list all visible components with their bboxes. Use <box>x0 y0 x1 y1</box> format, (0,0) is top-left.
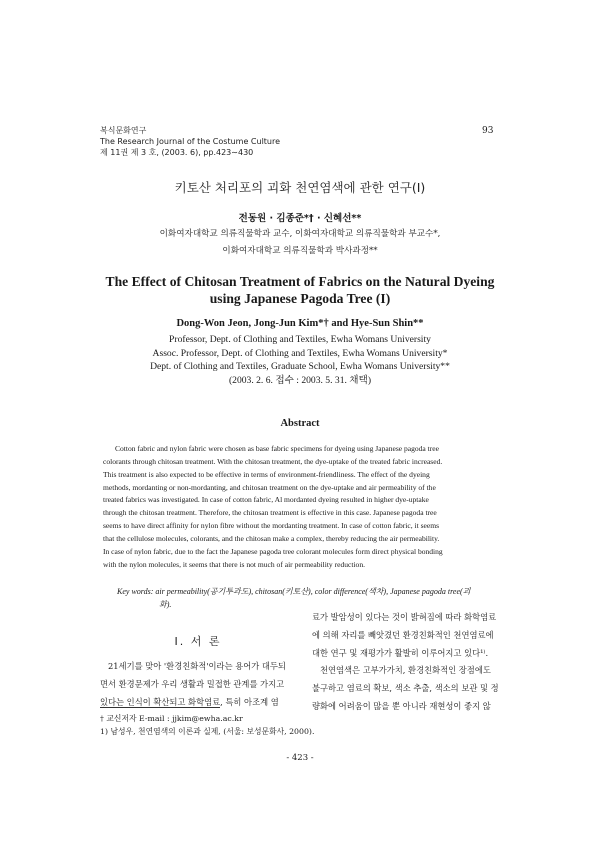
abstract-body <box>103 443 499 571</box>
abstract-line: Cotton fabric and nylon fabric were chosen as base fabric specimens for dyeing using Japanese pagoda tree <box>115 444 439 453</box>
journal-info <box>100 125 280 158</box>
journal-name-korean: 복식문화연구 <box>100 126 147 135</box>
page-number-bottom: - 423 - <box>286 753 314 763</box>
body-line: 에 의해 자리를 빼앗겼던 환경친화적인 천연염료에 <box>312 629 494 640</box>
journal-name-english: The Research Journal of the Costume Culture <box>100 137 281 146</box>
affiliation-english-line: Dept. of Clothing and Textiles, Graduate School, Ewha Womans University** <box>150 361 450 373</box>
affiliation-english-line: Professor, Dept. of Clothing and Textiles, Ewha Womans University <box>169 334 431 345</box>
body-line: 료가 발암성이 있다는 것이 밝혀짐에 따라 화학염료 <box>312 612 497 622</box>
section-heading-introduction: I. 서 론 <box>174 635 222 648</box>
affiliation-english-line: Assoc. Professor, Dept. of Clothing and Textiles, Ewha Womans University* <box>152 347 448 359</box>
title-english <box>60 273 540 307</box>
abstract-line: seems to have direct affinity for nylon fibre without the mordanting treatment. In case of cotton fabric, it seems <box>103 521 440 531</box>
body-right-column <box>312 609 502 716</box>
abstract-heading: Abstract <box>280 418 320 429</box>
abstract-line: In case of nylon fabric, due to the fact the Japanese pagoda tree colorant molecules form direct physical bonding <box>103 546 443 556</box>
affiliation-korean-line: 이화여자대학교 의류직물학과 교수, 이화여자대학교 의류직물학과 부교수*, <box>159 229 441 239</box>
body-line: 21세기를 맞아 '환경친화적'이라는 용어가 대두되 <box>108 661 286 671</box>
affiliations-korean <box>0 226 600 260</box>
body-line: 천연염색은 고부가가치, 환경친화적인 장점에도 <box>320 665 491 676</box>
abstract-line: This treatment is also expected to be effective in terms of environment-friendliness. The effect of the dyeing <box>103 469 430 479</box>
keywords-line: Key words: air permeability(공기투과도), chitosan(키토산), color difference(색차), Japanese pagoda tree(괴 <box>117 587 471 596</box>
title-korean: 키토산 처리포의 괴화 천연염색에 관한 연구(I) <box>174 180 426 195</box>
authors-korean: 전동원 · 김종준*† · 신혜선** <box>238 213 362 224</box>
keywords-line: 화). <box>159 600 172 609</box>
abstract-line: with the nylon molecules, it seems that there is not much of air permeability reduction. <box>103 559 365 569</box>
body-left-column <box>100 658 296 711</box>
footnotes <box>100 712 314 738</box>
authors-english: Dong-Won Jeon, Jong-Jun Kim*† and Hye-Sun Shin** <box>176 318 424 329</box>
body-line: 대한 연구 및 재평가가 활발히 이루어지고 있다¹⁾. <box>312 647 489 658</box>
abstract-line: colorants through chitosan treatment. With the chitosan treatment, the dye-uptake of the treated fabric increased. <box>103 456 443 466</box>
abstract-line: that the cellulose molecules, colorants, and the chitosan make a complex, thereby reducing the air permeability. <box>103 533 440 543</box>
affiliation-korean-line: 이화여자대학교 의류직물학과 박사과정** <box>222 246 378 256</box>
abstract-line: methods, mordanting or non-mordanting, and chitosan treatment on the dye-uptake and air permeability of the <box>103 482 436 492</box>
abstract-line: through the chitosan treatment. Therefore, the chitosan treatment is effective in this case. Japanese pagoda tree <box>103 508 437 518</box>
page-number-top: 93 <box>482 126 494 136</box>
title-english-line: The Effect of Chitosan Treatment of Fabrics on the Natural Dyeing <box>105 274 495 289</box>
keywords <box>117 585 503 611</box>
reference-footnote: 1) 남성우, 천연염색의 이론과 실제, (서울: 보성문화사, 2000). <box>100 727 315 736</box>
corresponding-author-footnote: † 교신저자 E-mail : jjkim@ewha.ac.kr <box>100 714 243 723</box>
footnote-divider <box>100 707 220 708</box>
abstract-line: treated fabrics was investigated. In case of cotton fabric, Al mordanted dyeing resulted in higher dye-uptake <box>103 495 429 505</box>
body-line: 량화에 어려움이 많을 뿐 아니라 재현성이 좋지 않 <box>312 700 491 711</box>
affiliations-english <box>0 333 600 387</box>
journal-volume: 제 11권 제 3 호, (2003. 6), pp.423∼430 <box>100 148 254 157</box>
received-accepted-dates: (2003. 2. 6. 접수 : 2003. 5. 31. 채택) <box>228 374 372 386</box>
body-line: 면서 환경문제가 우리 생활과 밀접한 관계를 가지고 <box>100 678 285 689</box>
title-english-line: using Japanese Pagoda Tree (I) <box>209 291 391 306</box>
body-line: 있다는 인식이 확산되고 화학염료, 특히 아조계 염 <box>100 696 279 707</box>
body-line: 불구하고 염료의 확보, 색소 추출, 색소의 보관 및 정 <box>312 683 499 694</box>
